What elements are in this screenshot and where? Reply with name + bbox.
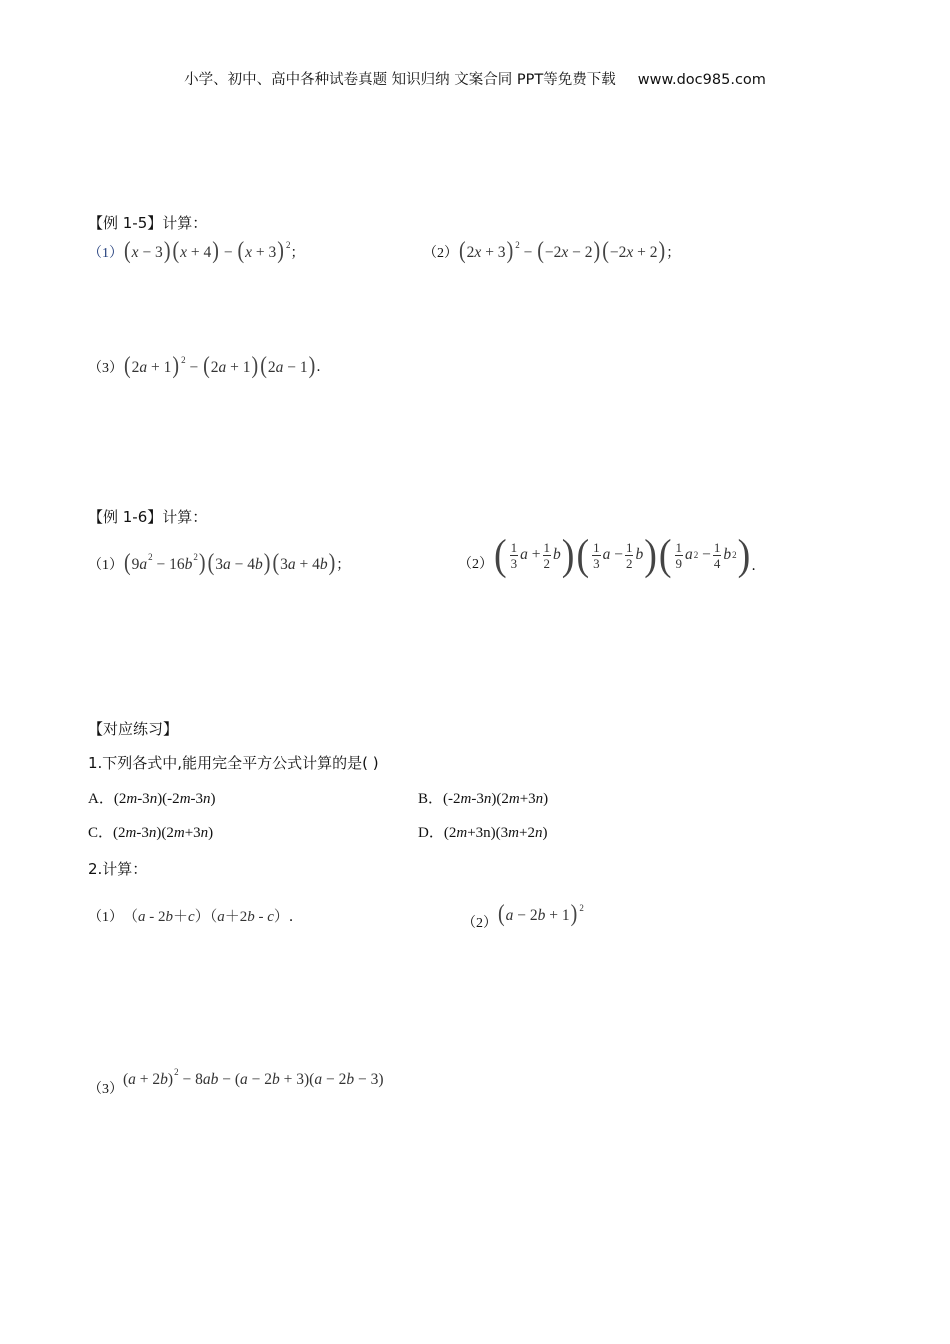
part-label: （2）: [458, 557, 493, 572]
part-label: （2）: [462, 916, 497, 931]
question-2: 2.计算：: [88, 860, 148, 878]
question-2-part-2: [462, 896, 584, 932]
page-header: [0, 68, 950, 89]
option-d-label: D．: [418, 825, 444, 841]
question-2-part-3: [88, 1058, 383, 1098]
question-2-part-1: [88, 905, 303, 926]
math-expression: $(a + 2b)^2 - 8ab - (a - 2b + 3)(a - 2b - 3)$: [123, 1067, 384, 1088]
option-a: A．(2m-3n)(-2m-3n): [88, 791, 216, 807]
option-a-label: A．: [88, 791, 114, 807]
example-1-6-part-1: [88, 549, 351, 577]
part-end-punct: ；: [666, 244, 681, 261]
example-1-5-part-1: [88, 237, 305, 265]
option-c-label: C．: [88, 825, 114, 841]
part-label: （1）: [88, 909, 123, 925]
example-1-6-title: 【例 1-6】计算：: [88, 508, 208, 526]
option-c: C．(2m-3n)(2m+3n): [88, 825, 214, 841]
math-expression: (x − 3) (x + 4) − (x + 3) $^2$: [124, 237, 291, 265]
part-end-punct: ．: [288, 908, 303, 925]
option-d: D．(2m+3n)(3m+2n): [418, 825, 548, 841]
part-label: （3）: [88, 360, 123, 376]
question-1: 1.下列各式中,能用完全平方公式计算的是( ): [88, 754, 379, 772]
part-label: （2）: [423, 245, 458, 261]
part-label: （1）: [88, 557, 123, 573]
header-text: 小学、初中、高中各种试卷真题 知识归纳 文案合同 PPT等免费下载: [184, 72, 616, 88]
math-expression: (a − 2b + 1) $^2$: [498, 900, 584, 927]
part-end-punct: ；: [290, 244, 305, 261]
part-end-punct: .: [751, 558, 756, 574]
part-end-punct: ；: [336, 556, 351, 573]
part-label: （3）: [88, 1082, 123, 1097]
math-expression: （a ‐ 2b＋c）（a＋2b ‐ c）: [123, 909, 289, 925]
option-b: B．(-2m-3n)(2m+3n): [418, 791, 549, 807]
math-expression: (2x + 3) $^2$ − (−2x − 2) (−2x + 2): [459, 237, 666, 265]
option-b-label: B．: [418, 791, 444, 807]
part-end-punct: .: [316, 358, 321, 375]
math-expression: (2a + 1) $^2$ − (2a + 1) (2a − 1): [124, 352, 316, 380]
math-expression: $(9a^2 - 16b^2) (3a - 4b) (3a + 4b)$: [124, 549, 336, 577]
example-1-5-part-3: [88, 352, 321, 380]
math-expression: ( $\frac{1}{3}$ a + $\frac{1}{2}$ b ) ( $\frac{1}{3}$ a − $\frac{1}{2}$ b ) ( $\frac{1}{9}$ a 2 − $\frac{1}{4}$ b 2 ): [494, 530, 751, 580]
header-url: www.doc985.com: [637, 72, 766, 88]
practice-title: 【对应练习】: [88, 720, 179, 738]
part-label: （1）: [88, 245, 123, 261]
example-1-5-part-2: [423, 237, 681, 265]
example-1-6-part-2: [458, 530, 756, 580]
example-1-5-title: 【例 1-5】计算：: [88, 214, 208, 232]
